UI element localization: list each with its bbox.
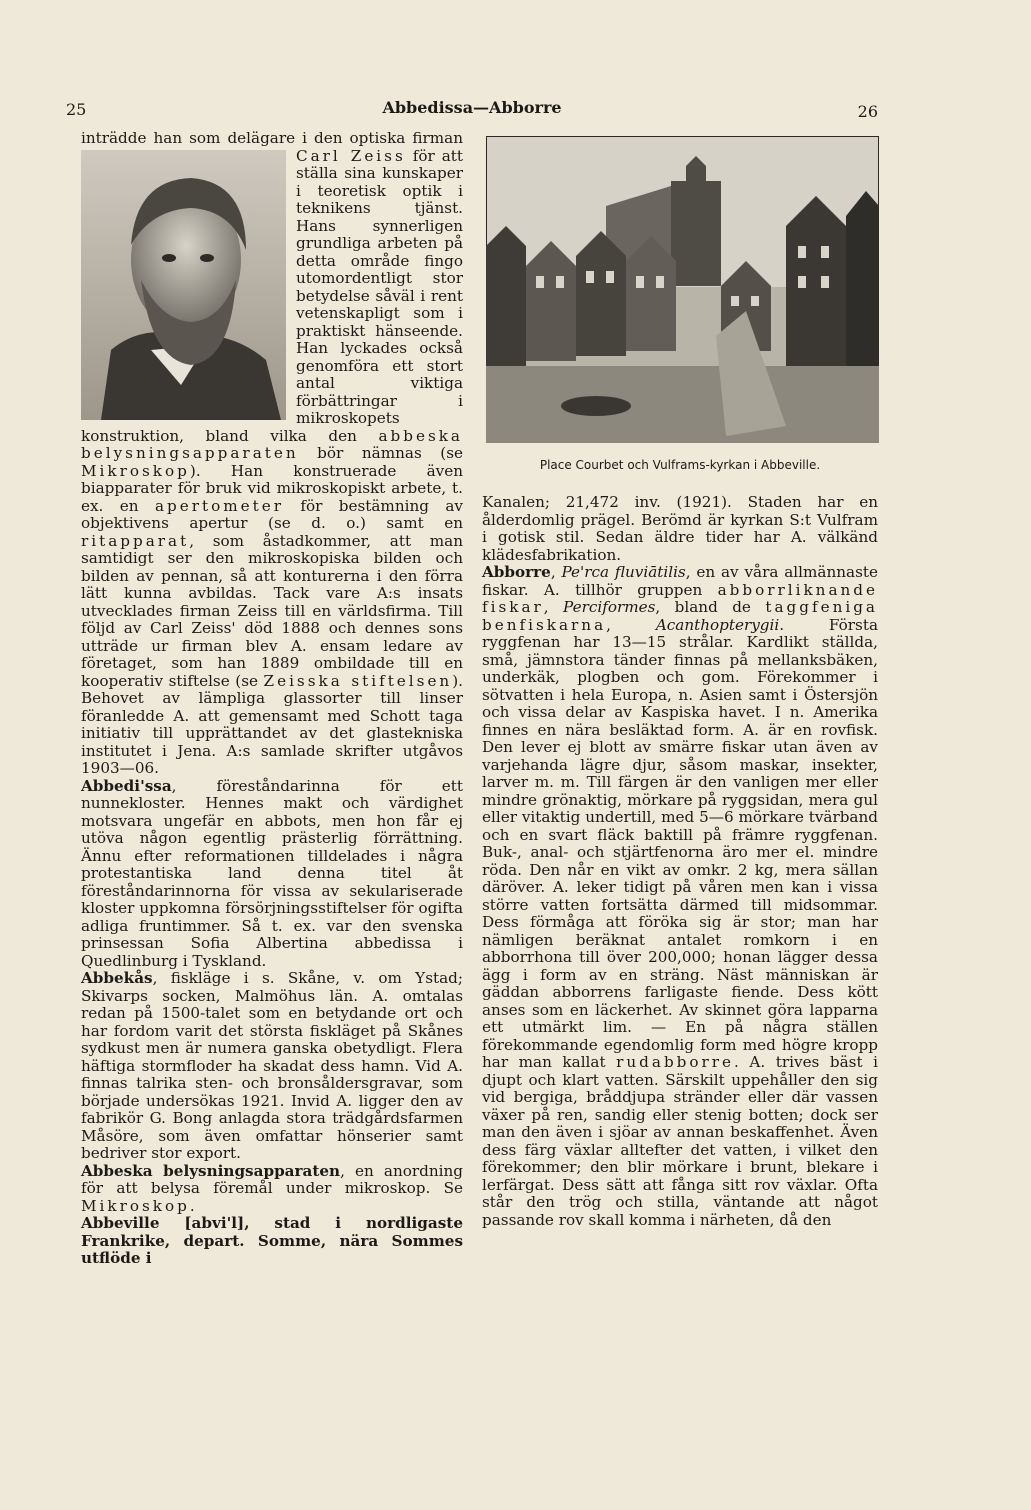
entry-abbeville [81,1215,463,1268]
entry-text: , föreståndarinna för ett nunnekloster. Hennes makt och värdighet motsvara ungefär en abbots, men hon får ej utöva någon egentlig prästerlig förrättning. Ännu efter reformationen tilldelades i några protestantiska land denna titel åt föreståndarinnorna för vissa av sekulariserade kloster uppkomna försörjningsstiftelser för ogifta adliga fruntimmer. Så t. ex. var den svenska prinsessan Sofia Albertina abbedissa i Quedlinburg i Tyskland. [81,776,463,970]
entry-abbedissa [81,778,463,971]
page-number-left: 25 [66,100,87,119]
text-run: , som åstadkommer, att man samtidigt ser den mikroskopiska bilden och bilden av pennan, så att konturerna i den förra lätt kunna avbildas. Tack vare A:s insats utvecklades firman Zeiss till en världsfirma. Till följd av Carl Zeiss' död 1888 och dennes sons utträde ur firman blev A. ensam ledare av företaget, som han 1889 ombildade till en kooperativ stiftelse (se [81,531,463,690]
entry-text: , en av våra allmännaste fiskar. A. tillhör gruppen [482,563,878,599]
entry-headword: Abbeville [81,1214,160,1232]
entry-text: , fiskläge i s. Skåne, v. om Ystad; Skivarps socken, Malmöhus län. A. omtalas redan på 1500-talet som en betydande ort och har fordom varit det största fiskläget på Skånes sydkust men är numera ganska obetydligt. Flera häftiga stormfloder ha skadat dess hamn. Vid A. finnas talrika sten- och bronsåldersgravar, som började undersökas 1921. Invid A. ligger den av fabrikör G. Bong anlagda stora trädgårdsfarmen Måsöre, som även omfattar hönserier samt bedriver stor export. [81,969,463,1162]
text-run: ). Han konstruerade även biapparater för bruk vid mikroskopiskt arbete, t. ex. en [81,461,463,515]
page-number-right: 26 [857,102,878,121]
text-run: inträdde han som delägare i den optiska firman [81,129,463,147]
spaced-term: apertometer [154,496,284,515]
entry-text: , bland de [655,598,766,616]
entry-text: [abvi'l], stad i nordligaste Frankrike, depart. Somme, nära Sommes utflöde i [81,1214,463,1267]
right-column [482,494,878,1229]
entry-headword: Abbedi'ssa [81,776,172,795]
spaced-term: abbeska belysningsapparaten [81,426,463,462]
abbeville-continuation: Kanalen; 21,472 inv. (1921). Staden har en ålderdomlig prägel. Berömd är kyrkan S:t Vulfram i gotisk stil. Sedan äldre tider har A. välkänd klädesfabrikation. [482,493,878,564]
latin-name: Perciformes [563,598,656,616]
spaced-term: rudabborre [616,1053,735,1071]
text-run: för bestämning av objektivens apertur (se d. o.) samt en [81,496,463,532]
entry-abborre [482,564,878,1229]
left-column [81,130,463,1268]
entry-abbekas [81,970,463,1163]
abbeville-photo [486,136,879,443]
entry-headword: Abbekås [81,969,153,987]
entry-text: . Första ryggfenan har 13—15 strålar. Kardlikt ställda, små, jämnstora tänder finnas på mellanksbäken, underkäk, plogben och gom. Förekommer i sötvatten i hela Europa, n. Asien samt i Östersjön och vissa delar av Kaspiska havet. I n. Amerika finnes en nära besläktad form. A. är en rovfisk. Den lever ej blott av smärre fiskar utan även av varjehanda lägre djur, såsom maskar, insekter, larver m. m. Till färgen är den vanligen mer eller mindre grönaktig, mörkare på ryggsidan, mera gul eller vitaktig undertill, med 5—6 mörkare tvärband och en svart fläck baktill på främre ryggfenan. Buk-, anal- och stjärtfenorna äro mer el. mindre röda. Den når en vikt av omkr. 2 kg, mera sällan däröver. A. leker tidigt på våren men kan i vissa större vatten fortsätta därmed till midsommar. Dess förmåga att föröka sig är stor; man har nämligen beräknat antalet romkorn i en abborrhona till över 200,000; honan lägger dessa ägg i form av en sträng. Näst människan är gäddan abborrens farligaste fiende. Dess kött anses som en läckerhet. Av skinnet göra lapparna ett utmärkt lim. — En på några ställen förekommande egendomlig form med högre kropp har man kallat [482,615,878,1071]
entry-headword: Abbeska belysningsapparaten [81,1161,341,1180]
text-run: ). Behovet av lämpliga glassorter till linser föranledde A. att gemensamt med Schott taga initiativ till upprättandet av det glastekniska institutet i Jena. A:s samlade skrifter utgåvos 1903—06. [81,671,463,777]
spaced-name: Carl Zeiss [296,146,406,165]
entry-text: , [543,598,564,616]
text-run: bör nämnas (se [298,444,463,462]
text-run: för att ställa sina kunskaper i teoretisk optik i teknikens tjänst. Hans synnerligen grundliga arbeten på detta område fingo utomordentligt stor betydelse såväl i rent vetenskapligt som i praktiskt hänseende. Han lyckades också genomföra ett stort antal viktiga förbättringar i mikroskopets konstruktion, bland vilka den [81,146,463,445]
entry-text: , [550,563,562,581]
running-title: Abbedissa—Abborre [382,98,562,117]
page-header [66,96,878,122]
photo-caption: Place Courbet och Vulframs-kyrkan i Abbeville. [539,458,821,472]
portrait-image [81,150,286,420]
spaced-term: ritapparat [81,531,190,550]
cross-reference: Mikroskop [81,1196,190,1215]
entry-text: , [606,615,656,634]
entry-headword: Abborre [482,563,551,581]
abbe-continuation [81,130,463,778]
latin-name: Pe'rca fluviātilis [561,563,686,581]
cross-reference: Mikroskop [81,461,190,480]
entry-abbeska [81,1163,463,1216]
cross-reference: Zeisska stiftelsen [263,671,453,690]
entry-text: . A. trives bäst i djupt och klart vatten. Särskilt uppehåller den sig vid bergiga, bråddjupa stränder eller där vassen växer på ren, sandig eller stenig botten; dock ser man den även i sjöar av annan beskaffenhet. Även dess färg växlar alltefter det vatten, i vilket den förekommer; den blir mörkare i brunt, blekare i lerfärgat. Dess sätt att fånga sitt rov växlar. Ofta står den trög och stilla, väntande att något passande rov skall komma i närheten, då den [482,1053,878,1229]
spaced-term: abborrliknande fiskar [482,580,878,616]
entry-text: , en anordning för att belysa föremål under mikroskop. Se [81,1161,463,1197]
entry-text: . [189,1196,195,1215]
spaced-term: taggfeniga benfiskarna [482,598,878,634]
latin-name: Acanthopterygii [655,615,780,634]
